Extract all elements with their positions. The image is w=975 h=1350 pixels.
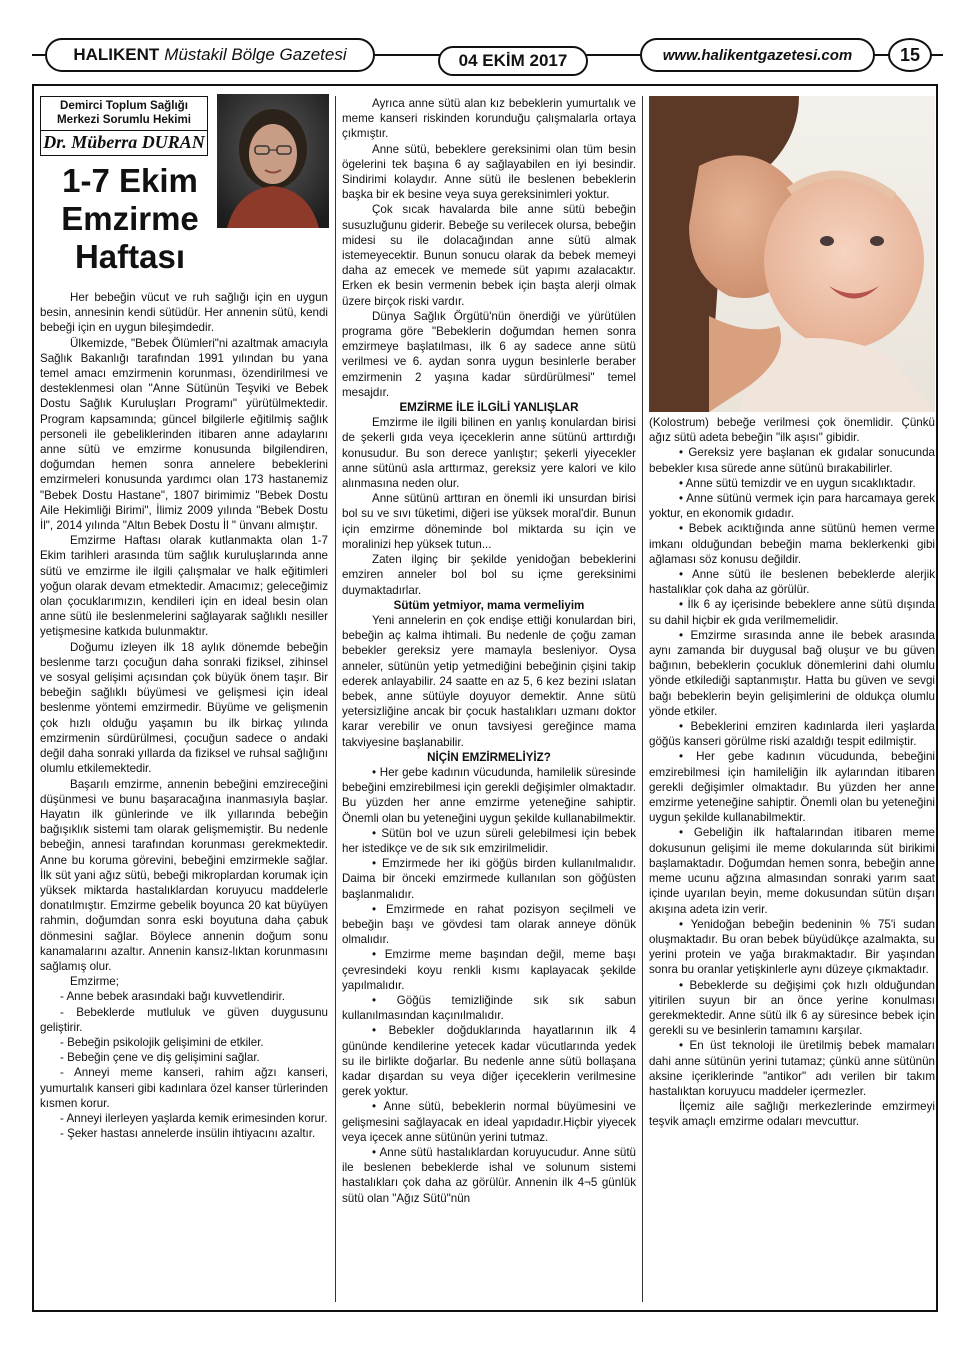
bullet-item: • Yenidoğan bebeğin bedeninin % 75'i sudan oluşmaktadır. Bu oran bebek büyüdükçe azalmakta, su yerini protein ve yağa bırakmaktadır. Bir yaşından sonra bu oranlar yetişkinlerle aynı düzeye çıkmaktadır.: [649, 917, 935, 977]
list-item: - Anneyi meme kanseri, rahim ağzı kanseri, yumurtalık kanseri gibi kadınlara özel kanser türlerinden kısmen korur.: [40, 1066, 328, 1110]
paragraph: Yeni annelerin en çok endişe ettiği konulardan biri, bebeğin aç kalma ihtimali. Bu nedenle de çoğu zaman bebekler gereksiz yere mamayla besleniyor. Oysa anneler, sütünün yetip yetmediğini bebeğinin çişini takip ederek anlayabilir. 24 saatte en az 5, 6 kez bezini ıslatan bebek, anne sütüyle doyuyor demektir. Anne sütü yetersizliğine ancak bir çocuk hastalıkları uzmanı doktor karar verebilir ve onun tavsiyesi gereğince mama takviyesine başlanabilir.: [342, 613, 636, 749]
list-item: - Anneyi ilerleyen yaşlarda kemik erimesinden korur.: [60, 1111, 328, 1125]
author-organization: Demirci Toplum Sağlığı Merkezi Sorumlu Hekimi: [40, 96, 208, 130]
bullet-item: • Sütün bol ve uzun süreli gelebilmesi için bebek her istedikçe ve de sık sık emzirilmelidir.: [342, 826, 636, 855]
bullet-item: • Emzirme sırasında anne ile bebek arasında aynı zamanda bir duygusal bağ oluşur ve bu güven bağının, bebeklerin çocukluk dönemlerini dahi olumlu yönde etkilediği saptanmıştır. Hatta bu güven ve sevgi bağı bebeklerin beyin gelişimlerini de oldukça olumlu yönde etkiler.: [649, 628, 935, 718]
column-divider: [335, 96, 336, 1302]
paragraph: Anne sütü, bebeklere gereksinimi olan tüm besin ögelerini tek başına 6 ay sağlayabilen en iyi besindir. Sindirimi kolaydır. Anne sütü ile beslenen bebeklerin başka bir ek besine veya suya gereksinimleri yoktur.: [342, 142, 636, 202]
bullet-item: • Göğüs temizliğinde sık sık sabun kullanılmasından kaçınılmalıdır.: [342, 993, 636, 1023]
bullet-item: • Gereksiz yere başlanan ek gıdalar sonucunda bebekler kısa sürede anne sütünü bırakabilirler.: [649, 446, 935, 475]
paragraph: Doğumu izleyen ilk 18 aylık dönemde bebeğin beslenme tarzı çocuğun daha sonraki fiziksel, zihinsel ve sosyal gelişimi açısından çok büyük önem taşır. Bir bebeğin sağlıklı büyümesi ve gelişmesi için ideal beslenme yöntemi emzirmedir. Büyüme ve gelişmenin çok hızlı olduğu yaşamın bu ilk birkaç yılında emzirmenin sürdürülmesi, çocuğun sadece o andaki değil daha sonraki yıllarda da fiziksel ve ruhsal sağlığını olumlu etkilemektedir.: [40, 640, 328, 776]
bullet-item: • En üst teknoloji ile üretilmiş bebek mamaları dahi anne sütünün yerini tutamaz; çünkü anne sütünün aksine içeriklerinde "antikor" adı verilen bir takım hastalıktan koruyucu maddeler içermezler.: [649, 1039, 935, 1098]
bullet-item: • İlk 6 ay içerisinde bebeklere anne sütü dışında su dahil hiçbir ek gıda verilmemelidir.: [649, 598, 935, 627]
paragraph: Emzirme Haftası olarak kutlanmakta olan 1-7 Ekim tarihleri arasında tüm sağlık kuruluşlarında anne sütü ve emzirme ile ilgili çalışmalar ve halk eğitimleri yoğun olarak devam etmektedir. Amacımız; geleceğimiz olan çocuklarımızın, kendileri için en ideal besin olan anne sütü ile beslenmelerini sağlayarak sağlıklı nesiller yetişmesine katkıda bulunmaktır.: [40, 534, 328, 639]
bullet-item: • Bebeklerde su değişimi çok hızlı olduğundan yitirilen suyun bir an önce yerine konulması gerekmektedir. Anne sütü ilk 6 ay süresince bebek için gerekli su ve besinlerin tamamını karşılar.: [649, 978, 935, 1038]
bullet-item: • Anne sütü ile beslenen bebeklerde alerjik hastalıklar çok daha az görülür.: [649, 568, 935, 597]
bullet-item: • Bebek acıktığında anne sütünü hemen verme imkanı olduğundan bebeğin mama beklerkenki gibi ağlaması söz konusu değildir.: [649, 522, 935, 566]
column-divider: [642, 96, 643, 1302]
list-item: - Bebeklerde mutluluk ve güven duygusunu geliştirir.: [40, 1005, 328, 1034]
paragraph: Ülkemizde, "Bebek Ölümleri"ni azaltmak amacıyla Sağlık Bakanlığı tarafından 1991 yılından bu yana temel amacı emzirmenin korunması, özendirilmesi ve desteklenmesi olan "Anne Sütünün Teşviki ve Bebek Dostu Sağlık Kuruluşları Programı" yürütülmektedir. Program kapsamında; güncel bilgilerle eğitilmiş sağlık personeli ile gebeliklerinden itibaren anne adaylarını anne sütü ve emzirme konusunda bilgilendiren, doğumdan hemen sonra annelere bebeklerini emzirmeleri konusunda yardımcı olan 173 hastanemiz "Bebek Dostu Hastane", 1807 birimimiz "Bebek Dostu Aile Hekimliği Birimi", İlimiz 2009 yılında "Bebek Dostu İl", 2014 yılında "Altın Bebek Dostu İl " ünvanı almıştır.: [40, 336, 328, 533]
bullet-item: • Bebekler doğduklarında hayatlarının ilk 4 gününde kendilerine yetecek kadar vücutlarında yedek su ile birlikte doğarlar. Bu nedenle anne sütü bollaşana kadar dışardan su veya diğer içeceklerin verilmesine gerek yoktur.: [342, 1024, 636, 1099]
paper-name: HALIKENT: [73, 45, 160, 64]
bullet-item: • Anne sütü, bebeklerin normal büyümesini ve gelişmesini sağlayacak en ideal yapıdadır.Hiçbir yiyecek veya içecek anne sütünün yerini tutmaz.: [342, 1100, 636, 1144]
paragraph: İlçemiz aile sağlığı merkezlerinde emzirmeyi teşvik amaçlı emzirme odaları mevcuttur.: [649, 1100, 935, 1129]
paragraph: Zaten ilginç bir şekilde yenidoğan bebeklerini emziren anneler bol bol su içme gereksinimi duymaktadırlar.: [342, 553, 636, 597]
article-column-3: [649, 415, 935, 1130]
list-item: - Bebeğin çene ve diş gelişimini sağlar.: [60, 1051, 260, 1065]
mother-baby-photo: [649, 96, 935, 412]
author-name: Dr. Müberra DURAN: [40, 130, 208, 156]
title-line: Haftası: [74, 238, 186, 275]
paper-title: [45, 38, 375, 72]
author-photo: [217, 94, 329, 228]
list-item: - Şeker hastası annelerde insülin ihtiyacını azaltır.: [60, 1127, 316, 1141]
list-item: - Anne bebek arasındaki bağı kuvvetlendirir.: [60, 990, 285, 1004]
article-column-1: [40, 290, 328, 1141]
article-title: [40, 162, 220, 276]
bullet-item: • Anne sütü temizdir ve en uygun sıcaklıktadır.: [679, 476, 916, 490]
website-link[interactable]: www.halikentgazetesi.com: [640, 38, 875, 72]
bullet-item: • Emzirme meme başından değil, meme başı çevresindeki koyu renkli kısmı kaplayacak şekilde yapılmalıdır.: [342, 948, 636, 992]
title-line: 1-7 Ekim: [62, 162, 198, 199]
author-box: [40, 96, 208, 156]
bullet-item: • Emzirmede her iki göğüs birden kullanılmalıdır. Daima bir önceki emzirmede kullanılan son göğüsten başlanmalıdır.: [342, 857, 636, 901]
bullet-item: • Her gebe kadının vücudunda, bebeğini emzirebilmesi için hamileliğin ilk aylarından itibaren gerekli değişimler olmaktadır. Bu yüzden her anne emzirme yeteneğine sahiptir. Önemli olan bu yeteneğini uygun şekilde kullanabilmektir.: [649, 750, 935, 825]
paragraph: Ayrıca anne sütü alan kız bebeklerin yumurtalık ve meme kanseri riskinden korunduğu çalışmalarla ortaya çıkmıştır.: [342, 97, 636, 141]
paragraph: Emzirme;: [70, 975, 119, 989]
article-column-2: [342, 96, 636, 1206]
bullet-item: • Anne sütü hastalıklardan koruyucudur. Anne sütü ile beslenen bebeklerde ishal ve solunum sistemi hastalıkları çok daha az görülür. Annenin ilk 4¬5 günlük sütü olan "Ağız Sütü"nün: [342, 1146, 636, 1205]
paragraph: Dünya Sağlık Örgütü'nün önerdiği ve yürütülen programa göre "Bebeklerin doğumdan hemen sonra emzirmeye başlatılması, ilk 6 ay sadece anne sütü verilmesi ve 6. aydan sonra uygun besinlerle beraber emzirmenin 2 yaşına kadar sürdürülmesi" temel mesajdır.: [342, 309, 636, 399]
section-heading: Sütüm yetmiyor, mama vermeliyim: [393, 598, 585, 612]
bullet-item: • Her gebe kadının vücudunda, hamilelik süresinde bebeğini emzirebilmesi için gerekli değişimler olmaktadır. Bu yüzden her anne emzirme yeteneğine sahiptir. Önemli olan bu yeteneğini uygun şekilde kullanabilmektir.: [342, 765, 636, 825]
page-number: 15: [888, 38, 932, 72]
paragraph: Çok sıcak havalarda bile anne sütü bebeğin susuzluğunu giderir. Bebeğe su verilecek olursa, bebeğin midesi su ile dolacağından anne sütü almak istemeyecektir. Bunun sonucu olarak da bebek memeyi daha az emecek ve memede süt yapımı azalacaktır. Erken ek besin vermenin bebek için başta alerji olmak üzere birçok riski vardır.: [342, 203, 636, 308]
list-item: - Bebeğin psikolojik gelişimini de etkiler.: [60, 1035, 264, 1049]
paragraph: Her bebeğin vücut ve ruh sağlığı için en uygun besin, annesinin kendi sütüdür. Her annenin sütü, kendi bebeği için en uygun bileşimdedir.: [40, 291, 328, 335]
bullet-item: • Bebeklerini emziren kadınlarda ileri yaşlarda göğüs kanseri görülme riski azaldığı tespit edilmiştir.: [649, 720, 935, 749]
title-line: Emzirme: [61, 200, 199, 237]
paragraph: Başarılı emzirme, annenin bebeğini emzireceğini düşünmesi ve bunu başaracağına inanmasıyla başlar. Hayatın ilk günlerinde ve ilk yıllarında bebeğin bağışıklık sistemi tam olarak gelişmemiştir. Bu nedenle bebeğin, annesi tarafından korunması gerekmektedir. Anne bu koruma görevini, bebeğini emzirmekle sağlar. İlk süt yani ağız sütü, bebeği mikroplardan korumak için yüksek miktarda hastalıklardan koruyucu maddelerle donatılmıştır. Emzirme gebelik boyunca 20 kat büyüyen rahmin, doğumdan sonra eski boyutuna daha çabuk dönmesini sağlar. Böylece annenin doğum sonu kanamalarını azaltır. Annenin kansız-lıktan korunmasını sağlamış olur.: [40, 777, 328, 973]
paragraph: Emzirme ile ilgili bilinen en yanlış konulardan birisi de şekerli gıda veya içeceklerin anne sütünü arttırdığı konusudur. Bu son derece yanlıştır; şekerli yiyecekler anne sütünü asla arttırmaz, gereksiz yere kalori ve kilo alınmasına neden olur.: [342, 416, 636, 491]
bullet-item: • Emzirmede en rahat pozisyon seçilmeli ve bebeğin başı ve gövdesi tam olarak anneye dönük olmalıdır.: [342, 902, 636, 947]
issue-date: 04 EKİM 2017: [438, 46, 588, 76]
paragraph: Anne sütünü arttıran en önemli iki unsurdan birisi bol su ve sıvı tüketimi, diğeri ise yüksek moral'dir. Bunun için emzirme döneminde bol miktarda su için ve moralinizi hep yüksek tutun...: [342, 492, 636, 551]
bullet-item: • Anne sütünü vermek için para harcamaya gerek yoktur, en ekonomik gıdadır.: [649, 492, 935, 521]
paper-subtitle: Müstakil Bölge Gazetesi: [164, 45, 347, 64]
section-heading: NİÇİN EMZİRMELİYİZ?: [427, 750, 551, 764]
section-heading: EMZİRME İLE İLGİLİ YANLIŞLAR: [399, 401, 579, 415]
paragraph: (Kolostrum) bebeğe verilmesi çok önemlidir. Çünkü ağız sütü adeta bebeğin "ilk aşısı" gibidir.: [649, 416, 935, 445]
bullet-item: • Gebeliğin ilk haftalarından itibaren meme dokusunun gelişimi ile meme dokularında süt birikimi başlamaktadır. Doğumdan hemen sonra, bebeğin anne meme ucunu ağzına almasından sonraki yarım saat içinde uyarılan beyin, meme dokusundan sütün dışarı akışına adeta izin verir.: [649, 826, 935, 916]
